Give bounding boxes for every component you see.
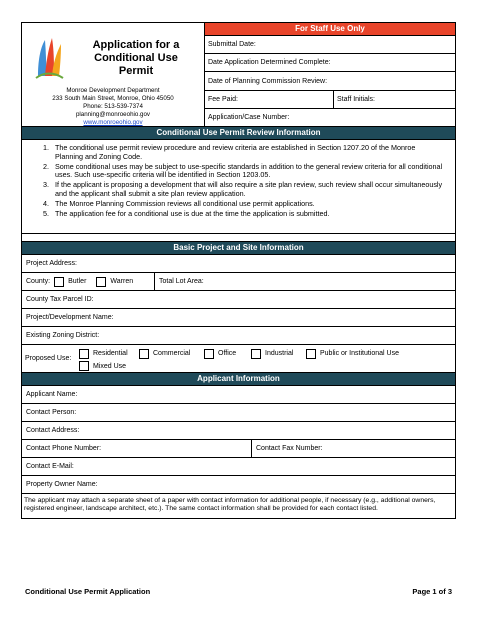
zoning-district-label: Existing Zoning District: xyxy=(26,332,100,339)
public-institutional-checkbox[interactable] xyxy=(306,349,316,359)
review-information xyxy=(21,140,456,234)
use-option-industrial[interactable] xyxy=(251,347,306,360)
review-date-label: Date of Planning Commission Review: xyxy=(208,77,328,85)
staff-use-heading: For Staff Use Only xyxy=(205,23,455,35)
contact-phone-field[interactable]: Contact Phone Number: xyxy=(26,445,102,452)
mixed-use-label: Mixed Use xyxy=(93,362,127,370)
parcel-id-field[interactable] xyxy=(21,291,456,309)
contact-address-label: Contact Address: xyxy=(26,427,80,434)
project-address-field[interactable] xyxy=(21,255,456,273)
dept-phone: Phone: 513-539-7374 xyxy=(83,103,143,110)
dept-name: Monroe Development Department xyxy=(66,87,160,94)
property-owner-label: Property Owner Name: xyxy=(26,481,98,488)
dept-website-link[interactable]: www.monroeohio.gov xyxy=(83,119,143,126)
office-checkbox[interactable] xyxy=(204,349,214,359)
residential-checkbox[interactable] xyxy=(79,349,89,359)
fee-row xyxy=(205,90,455,108)
contact-person-label: Contact Person: xyxy=(26,409,77,416)
department-contact xyxy=(22,87,204,127)
submittal-date-row[interactable] xyxy=(205,35,455,53)
applicant-name-label: Applicant Name: xyxy=(26,391,78,398)
form-header xyxy=(21,22,456,127)
property-owner-field[interactable] xyxy=(21,476,456,494)
form-title xyxy=(76,39,196,78)
proposed-use-row xyxy=(21,345,456,373)
department-branding xyxy=(22,23,205,126)
date-complete-row[interactable] xyxy=(205,53,455,71)
contact-person-field[interactable] xyxy=(21,404,456,422)
use-option-public[interactable] xyxy=(306,347,399,360)
fee-paid-field[interactable]: Fee Paid: xyxy=(208,95,238,103)
review-item: 1. The conditional use permit review procedure and review criteria are established in Section 1207.20 of the Monroe Planning and Zoning Code. xyxy=(51,144,445,161)
use-option-mixed[interactable] xyxy=(79,360,455,372)
dept-address: 233 South Main Street, Monroe, Ohio 45050 xyxy=(52,95,174,102)
warren-checkbox[interactable] xyxy=(96,277,106,287)
county-row xyxy=(21,273,456,291)
commercial-checkbox[interactable] xyxy=(139,349,149,359)
contact-phone-row xyxy=(21,440,456,458)
applicant-section-heading: Applicant Information xyxy=(21,373,456,386)
use-option-commercial[interactable] xyxy=(139,347,204,360)
use-option-office[interactable] xyxy=(204,347,251,360)
applicant-note: The applicant may attach a separate sheet of a paper with contact information for additional people, if necessary (e.g., additional owners, registered engineer, landscape architect, etc.). The same contact information shall be provided for each contact listed. xyxy=(21,494,456,519)
proposed-use-label: Proposed Use: xyxy=(25,355,72,362)
application-form xyxy=(21,22,456,519)
date-complete-label: Date Application Determined Complete: xyxy=(208,59,331,67)
review-item: 2. Some conditional uses may be subject to use-specific standards in addition to the general review criteria for all conditional uses. Such use-specific criteria will be identified in Section 1203.05. xyxy=(51,163,445,180)
review-item: 5. The application fee for a conditional use is due at the time the application is submitted. xyxy=(51,210,445,219)
contact-email-label: Contact E-Mail: xyxy=(26,463,74,470)
total-lot-area-field[interactable]: Total Lot Area: xyxy=(154,273,455,290)
industrial-checkbox[interactable] xyxy=(251,349,261,359)
case-number-row[interactable] xyxy=(205,108,455,126)
submittal-date-label: Submittal Date: xyxy=(208,41,256,49)
footer-page-number: Page 1 of 3 xyxy=(412,587,452,596)
dept-email: planning@monroeohio.gov xyxy=(75,111,151,118)
public-institutional-label: Public or Institutional Use xyxy=(320,350,399,357)
parcel-id-label: County Tax Parcel ID: xyxy=(26,296,94,303)
development-name-field[interactable] xyxy=(21,309,456,327)
footer-title: Conditional Use Permit Application xyxy=(25,587,151,596)
county-label: County: xyxy=(26,278,51,285)
development-name-label: Project/Development Name: xyxy=(26,314,114,321)
butler-checkbox[interactable] xyxy=(54,277,64,287)
commercial-label: Commercial xyxy=(153,350,191,357)
title-line: Application for a xyxy=(92,39,180,51)
staff-use-box xyxy=(205,23,455,126)
county-group xyxy=(22,273,154,290)
case-number-label: Application/Case Number: xyxy=(208,113,290,121)
zoning-district-field[interactable] xyxy=(21,327,456,345)
project-address-label: Project Address: xyxy=(26,260,77,267)
use-option-residential[interactable] xyxy=(79,347,139,360)
warren-label: Warren xyxy=(110,278,134,285)
review-date-row[interactable] xyxy=(205,71,455,89)
project-section-heading: Basic Project and Site Information xyxy=(21,241,456,255)
residential-label: Residential xyxy=(93,350,128,357)
butler-label: Butler xyxy=(68,278,87,285)
monroe-logo-icon xyxy=(34,34,64,80)
proposed-use-options xyxy=(79,345,455,372)
use-options-row xyxy=(79,347,455,360)
title-line: Conditional Use xyxy=(94,52,178,64)
section-gap xyxy=(21,234,456,241)
industrial-label: Industrial xyxy=(265,350,294,357)
review-item: 4. The Monroe Planning Commission reviews all conditional use permit applications. xyxy=(51,200,445,209)
staff-initials-field[interactable]: Staff Initials: xyxy=(333,91,455,108)
contact-address-field[interactable] xyxy=(21,422,456,440)
title-line: Permit xyxy=(118,65,154,77)
contact-email-field[interactable] xyxy=(21,458,456,476)
applicant-name-field[interactable] xyxy=(21,386,456,404)
contact-fax-field[interactable]: Contact Fax Number: xyxy=(251,440,455,457)
review-item: 3. If the applicant is proposing a development that will also require a site plan review, such review shall occur simultaneously and the applicant shall submit a site plan review application. xyxy=(51,181,445,198)
review-section-heading: Conditional Use Permit Review Information xyxy=(21,127,456,140)
office-label: Office xyxy=(218,350,237,357)
mixed-use-checkbox[interactable] xyxy=(79,361,89,371)
